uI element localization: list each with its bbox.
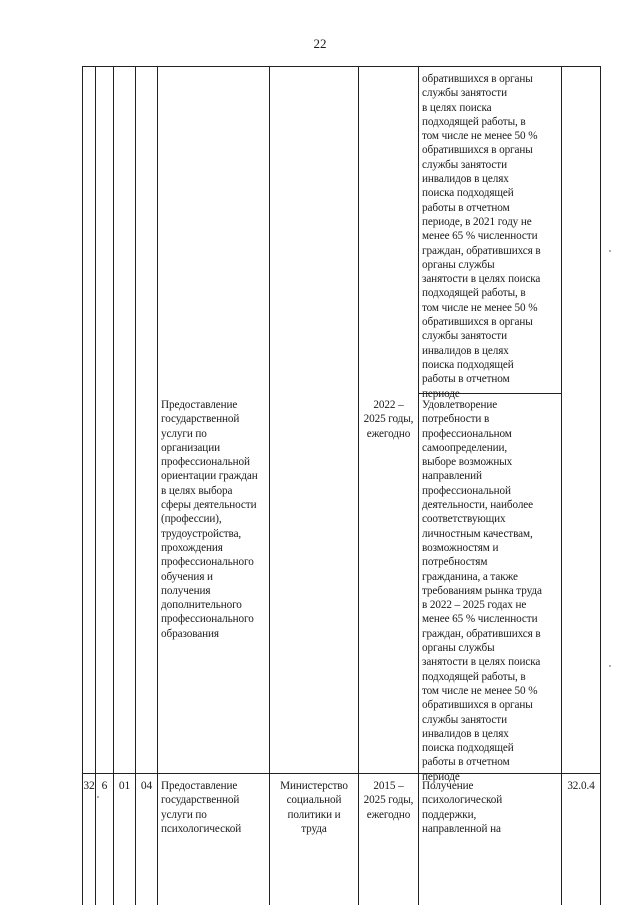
row-number: 32 [83, 780, 95, 792]
table-top-border [82, 66, 601, 67]
scan-speck [97, 796, 99, 798]
table-right-border [600, 66, 601, 905]
career-guidance-result: Удовлетворение потребности в профессиональном самоопределении, выборе возможных направлений профессиональной деятельности, наиболее соответствующих личностным качествам, возможностям и потребностям гражданина, а также требованиям рынка труда в 2022 – 2025 годах не менее 65 % численности граждан, обратившихся в органы службы занятости в целях поиска подходящей работы, в том числе не менее 50 % обратившихся в органы службы занятости инвалидов в целях поиска подходящей работы в отчетном периоде [422, 399, 542, 783]
col-divider-name [157, 66, 158, 905]
continuation-result-text: обратившихся в органы службы занятости в целях поиска подходящей работы, в том числе не менее 50 % обратившихся в органы службы занятости инвалидов в целях поиска подходящей работы в отчетном периоде, в 2021 году не менее 65 % численности граждан, обратившихся в органы службы занятости в целях поиска подходящей работы, в том числе не менее 50 % обратившихся в органы службы занятости инвалидов в целях поиска подходящей работы в отчетном периоде [422, 73, 541, 400]
psychological-period: 2015 – 2025 годы, ежегодно [363, 780, 414, 821]
col-divider-result [418, 66, 419, 905]
scan-speck [609, 665, 611, 667]
scan-speck [609, 250, 611, 252]
activity-code: 04 [140, 780, 153, 792]
main-activity-code: 01 [118, 780, 131, 792]
page-number: 22 [313, 36, 327, 51]
psychological-service-name: Предоставление государственной услуги по психологической [161, 780, 242, 835]
subprogram-code: 6 [101, 780, 108, 792]
indicator-code: 32.0.4 [567, 780, 595, 792]
psychological-result: Получение психологической поддержки, направленной на [422, 780, 503, 835]
career-guidance-period: 2022 – 2025 годы, ежегодно [363, 399, 414, 440]
executor: Министерство социальной политики и труда [280, 780, 348, 835]
career-guidance-name: Предоставление государственной услуги по организации профессиональной ориентации граждан в целях выбора сферы деятельности (профессии), трудоустройства, прохождения профессионального обучения и получения дополнительного профессионального образования [161, 399, 258, 640]
